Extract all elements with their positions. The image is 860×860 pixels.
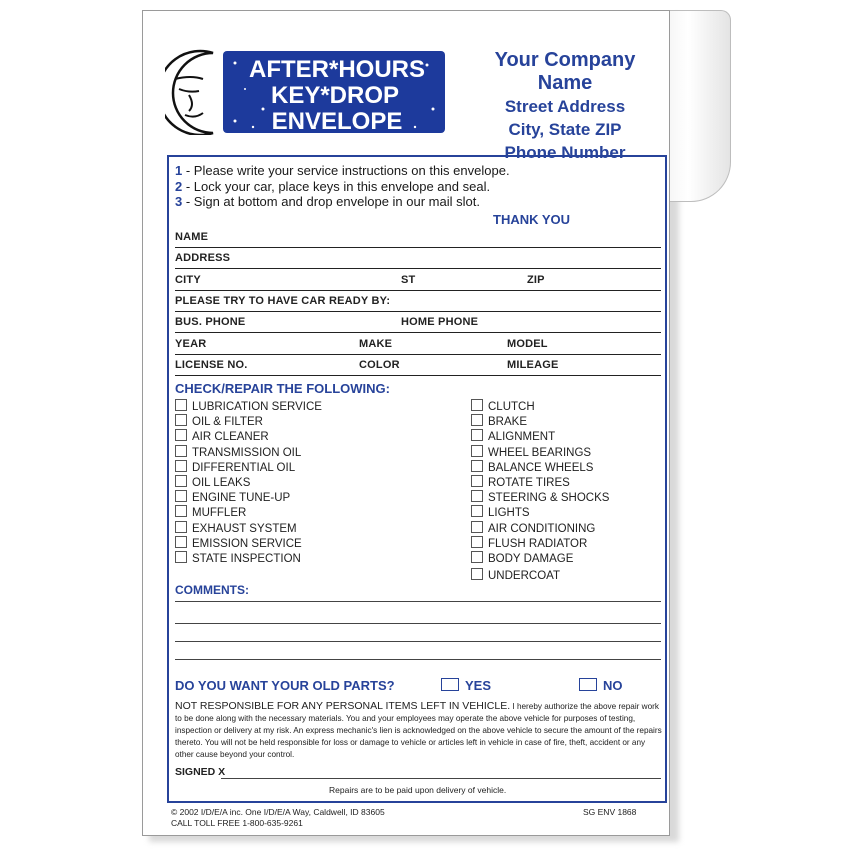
checkbox[interactable]: [471, 551, 483, 563]
checkbox[interactable]: [471, 521, 483, 533]
checklist-item[interactable]: [175, 536, 302, 551]
checklist-label: DIFFERENTIAL OIL: [192, 461, 296, 474]
checklist-label: OIL & FILTER: [192, 416, 263, 429]
checklist-item[interactable]: [471, 521, 595, 536]
checklist-label: UNDERCOAT: [488, 570, 560, 583]
footer-left: [171, 807, 385, 829]
checklist-label: BODY DAMAGE: [488, 553, 574, 565]
checkbox[interactable]: [175, 505, 187, 517]
license-label: LICENSE NO.: [175, 359, 248, 371]
ready-by-field[interactable]: [175, 295, 661, 312]
checklist-item[interactable]: [175, 429, 269, 444]
yes-label: YES: [465, 678, 492, 693]
checklist-label: LUBRICATION SERVICE: [192, 401, 322, 413]
mileage-label: MILEAGE: [507, 359, 559, 371]
checkbox[interactable]: [175, 551, 187, 563]
checklist-label: ALIGNMENT: [488, 431, 556, 444]
name-field[interactable]: [175, 231, 661, 248]
logo-line2: KEY*DROP: [270, 82, 400, 109]
legal-text: [175, 700, 663, 761]
checklist-label: AIR CONDITIONING: [488, 522, 596, 535]
old-parts-yes[interactable]: [441, 678, 491, 693]
toll-free: CALL TOLL FREE 1-800-635-9261: [171, 818, 303, 828]
checkbox[interactable]: [471, 460, 483, 472]
checkbox[interactable]: [471, 505, 483, 517]
checklist-item[interactable]: [471, 490, 609, 505]
checkbox[interactable]: [175, 536, 187, 548]
city-st-zip-field[interactable]: [175, 274, 661, 291]
checklist-item[interactable]: [471, 460, 593, 475]
copyright: © 2002 I/D/E/A inc. One I/D/E/A Way, Caldwell, ID 83605: [171, 807, 385, 817]
no-label: NO: [603, 678, 623, 693]
repairs-note: Repairs are to be paid upon delivery of vehicle.: [329, 785, 507, 795]
address-label: ADDRESS: [175, 252, 231, 264]
checkbox[interactable]: [471, 475, 483, 487]
zip-label: ZIP: [527, 274, 545, 286]
checklist-item[interactable]: [175, 505, 246, 520]
envelope-page: [142, 10, 670, 836]
checkbox[interactable]: [471, 414, 483, 426]
checklist-label: MUFFLER: [192, 507, 247, 520]
instructions: [175, 163, 663, 210]
comments-title: COMMENTS:: [175, 583, 249, 597]
company-street: Street Address: [504, 97, 626, 116]
checkbox[interactable]: [175, 429, 187, 441]
moon-icon: [165, 51, 213, 135]
checkbox[interactable]: [175, 460, 187, 472]
name-label: NAME: [175, 231, 209, 243]
checkbox[interactable]: [175, 414, 187, 426]
checkbox[interactable]: [471, 445, 483, 457]
checklist-item[interactable]: [471, 445, 591, 460]
check-repair-title: CHECK/REPAIR THE FOLLOWING:: [175, 381, 390, 396]
checkbox[interactable]: [471, 490, 483, 502]
company-name: Your Company Name: [494, 49, 636, 94]
company-city: City, State ZIP: [508, 120, 622, 139]
checklist-label: AIR CLEANER: [192, 431, 269, 444]
checkbox[interactable]: [175, 521, 187, 533]
checklist-label: ROTATE TIRES: [488, 477, 570, 489]
vehicle-field[interactable]: [175, 338, 661, 355]
year-label: YEAR: [175, 338, 207, 350]
checklist-label: STATE INSPECTION: [192, 553, 301, 565]
checkbox[interactable]: [175, 399, 187, 411]
checklist-label: WHEEL BEARINGS: [488, 446, 592, 459]
envelope-flap: [660, 10, 731, 202]
phone-field[interactable]: [175, 316, 661, 333]
checklist-label: BALANCE WHEELS: [488, 461, 594, 474]
checklist-label: EXHAUST SYSTEM: [192, 522, 297, 535]
logo: [165, 49, 447, 135]
footer-code: SG ENV 1868: [583, 807, 637, 817]
checkbox[interactable]: [175, 445, 187, 457]
checklist-label: FLUSH RADIATOR: [488, 537, 588, 550]
comment-line[interactable]: [175, 659, 661, 660]
checklist-item[interactable]: [175, 445, 301, 460]
checklist-label: LIGHTS: [488, 507, 530, 520]
checkbox[interactable]: [175, 490, 187, 502]
logo-line1: AFTER*HOURS: [248, 56, 426, 83]
ready-by-label: PLEASE TRY TO HAVE CAR READY BY:: [175, 295, 391, 307]
comment-line[interactable]: [175, 623, 661, 624]
checklist-item[interactable]: [175, 475, 250, 490]
instruction-1: 1 - Please write your service instructions on this envelope.: [175, 163, 510, 178]
signature-line[interactable]: [221, 778, 661, 779]
checklist-item[interactable]: [175, 460, 295, 475]
checkbox[interactable]: [175, 475, 187, 487]
checklist-label: BRAKE: [488, 416, 527, 429]
checkbox[interactable]: [471, 429, 483, 441]
checklist-item[interactable]: [471, 505, 530, 520]
instruction-3: 3 - Sign at bottom and drop envelope in our mail slot.: [175, 194, 480, 209]
checklist-item[interactable]: [175, 551, 301, 566]
home-phone-label: HOME PHONE: [401, 316, 479, 328]
company-phone: Phone Number: [504, 143, 626, 162]
license-field[interactable]: [175, 359, 661, 376]
checklist-item[interactable]: [471, 551, 573, 566]
checklist-item[interactable]: [471, 568, 560, 583]
make-label: MAKE: [359, 338, 393, 350]
checklist-label: OIL LEAKS: [192, 477, 251, 489]
logo-line3: ENVELOPE: [271, 108, 403, 135]
checklist-label: TRANSMISSION OIL: [192, 446, 302, 459]
checklist-item[interactable]: [471, 475, 570, 490]
comment-line[interactable]: [175, 601, 661, 602]
checklist-label: CLUTCH: [488, 401, 535, 413]
checklist-item[interactable]: [471, 399, 535, 414]
signed-label: SIGNED X: [175, 766, 226, 778]
checklist-item[interactable]: [471, 536, 587, 551]
model-label: MODEL: [507, 338, 548, 350]
bus-phone-label: BUS. PHONE: [175, 316, 246, 328]
color-label: COLOR: [359, 359, 400, 371]
checklist-item[interactable]: [471, 429, 555, 444]
thank-you: THANK YOU: [493, 212, 571, 227]
service-form: [167, 155, 667, 803]
city-label: CITY: [175, 274, 201, 286]
old-parts-question: DO YOU WANT YOUR OLD PARTS?: [175, 678, 395, 693]
checklist-item[interactable]: [175, 521, 297, 536]
checkbox[interactable]: [471, 536, 483, 548]
comment-line[interactable]: [175, 641, 661, 642]
legal-body: I hereby authorize the above repair work to be done along with the necessary materials. You and your employees may operate the above vehicle for purposes of testing, inspection or delivery at my risk. An express mechanic's lien is acknowledged on the above vehicle to secure the amount of the repairs thereto. You will not be held responsible for loss or damage to vehicle or articles left in vehicle in case of fire, theft, accident or any other cause beyond your control.: [175, 702, 662, 759]
checklist-item[interactable]: [175, 399, 322, 414]
legal-lead: NOT RESPONSIBLE FOR ANY PERSONAL ITEMS LEFT IN VEHICLE.: [175, 700, 511, 712]
old-parts-no[interactable]: [579, 678, 623, 693]
checklist-label: EMISSION SERVICE: [192, 537, 302, 550]
checklist-label: ENGINE TUNE-UP: [192, 492, 291, 505]
company-block: [471, 49, 659, 164]
yes-checkbox[interactable]: [441, 678, 459, 691]
st-label: ST: [401, 274, 416, 286]
checklist-label: STEERING & SHOCKS: [488, 492, 610, 505]
checklist-item[interactable]: [471, 414, 527, 429]
instruction-2: 2 - Lock your car, place keys in this envelope and seal.: [175, 178, 491, 194]
address-field[interactable]: [175, 252, 661, 269]
checklist-item[interactable]: [175, 414, 263, 429]
no-checkbox[interactable]: [579, 678, 597, 691]
checkbox[interactable]: [471, 399, 483, 411]
checkbox[interactable]: [471, 568, 483, 580]
checklist-item[interactable]: [175, 490, 290, 505]
